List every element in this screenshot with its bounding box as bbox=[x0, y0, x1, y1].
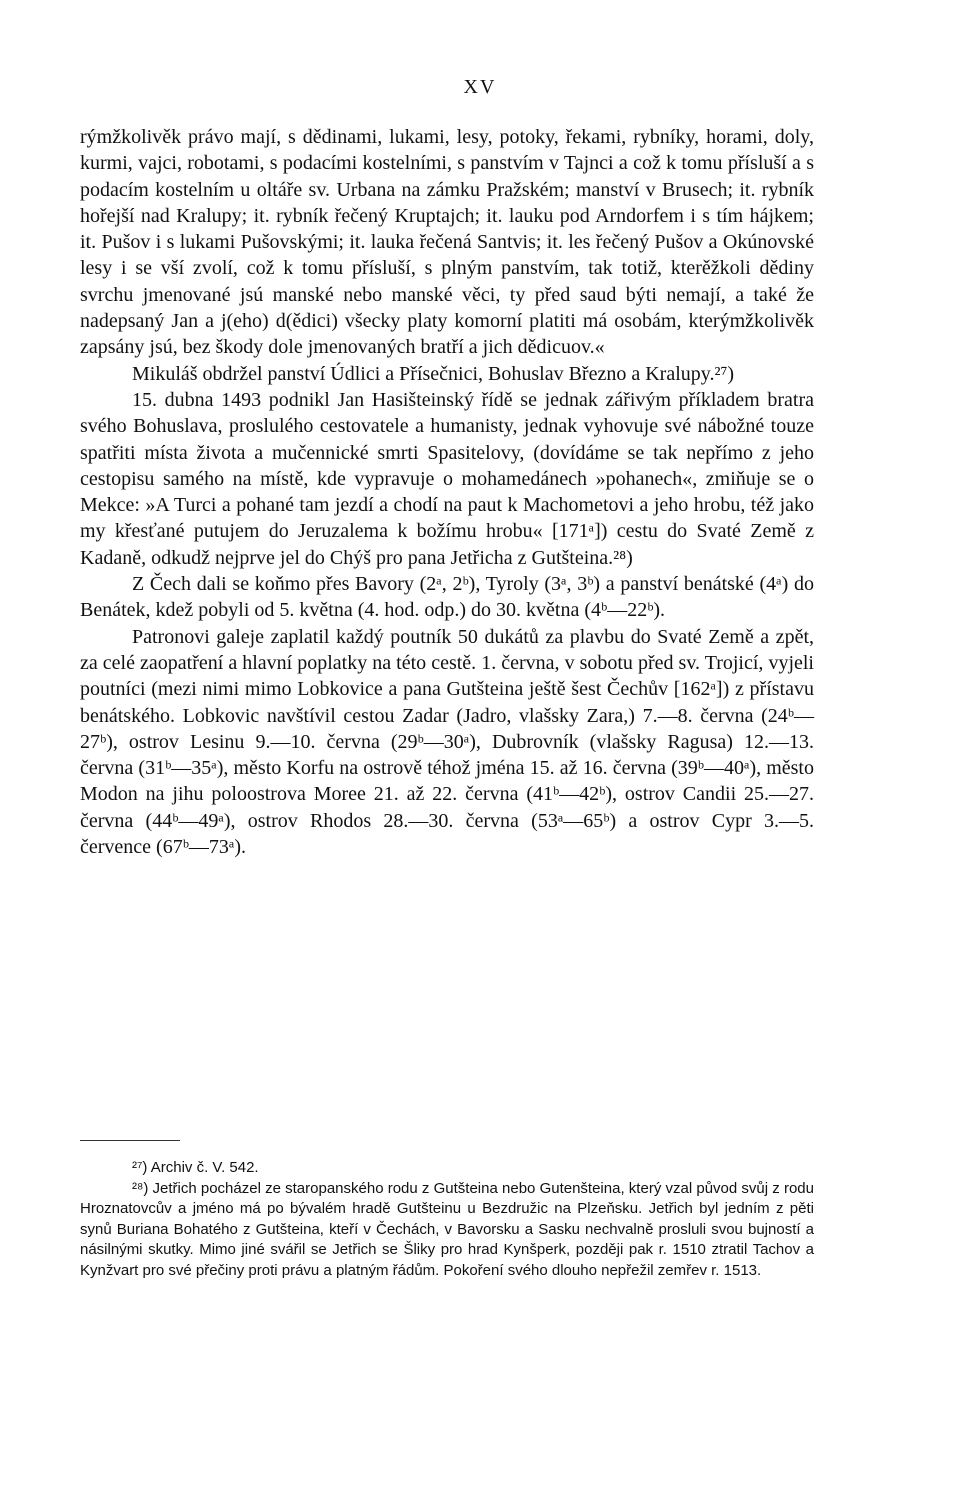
body-paragraph: Z Čech dali se koňmo přes Bavory (2ᵃ, 2ᵇ), Tyroly (3ᵃ, 3ᵇ) a panství benátské (4ᵃ) do Benátek, kdež pobyli od 5. května (4. hod. odp.) do 30. května (4ᵇ—22ᵇ). bbox=[80, 573, 814, 622]
footnote: ²⁷) Archiv č. V. 542. bbox=[132, 1159, 259, 1176]
page-number: XV bbox=[463, 76, 497, 98]
body-paragraph: 15. dubna 1493 podnikl Jan Hasišteinský řídě se jednak zářivým příkladem bratra svého Bohuslava, proslulého cestovatele a humanisty, jednak vyhovuje své nábožné touze spatřiti místa života a mučennické smrti Spasitelovy, (dovídáme se tak nepřímo z jeho cestopisu samého na místě, kde vypravuje o mohamedánech »pohanech«, zmiňuje se o Mekce: »A Turci a pohané tam jezdí a chodí na paut k Machometovi a jeho hrobu, též jako my křesťané putujem do Jeruzalema k božímu hrobu« [171ᵃ]) cestu do Svaté Země z Kadaně, odkudž nejprve jel do Chýš pro pana Jetřicha z Gutšteina.²⁸) bbox=[80, 388, 814, 569]
footnote: ²⁸) Jetřich pocházel ze staropanského rodu z Gutšteina nebo Gutenšteina, který vzal původ svůj z rodu Hroznatovcův a jméno má po bývalém hradě Gutšteinu u Bezdružic na Plzeňsku. Jetřich byl jedním z pěti synů Buriana Bohatého z Gutšteina, kteří v Čechách, v Bavorsku a Sasku nechvalně prosluli svou bujností a násilnými skutky. Mimo jiné svářil se Jetřich se Šliky pro hrad Kynšperk, později pak r. 1510 ztratil Tachov a Kynžvart pro své přečiny proti právu a platným řádům. Pokoření svého dlouho nepřežil zemřev r. 1513. bbox=[80, 1179, 814, 1279]
body-paragraph: Patronovi galeje zaplatil každý poutník 50 dukátů za plavbu do Svaté Země a zpět, za celé zaopatření a hlavní poplatky na této cestě. 1. června, v sobotu před sv. Trojicí, vyjeli poutníci (mezi nimi mimo Lobkovice a pana Gutšteina ještě šest Čechův [162ᵃ]) z přístavu benátského. Lobkovic navštívil cestou Zadar (Jadro, vlašsky Zara,) 7.—8. června (24ᵇ—27ᵇ), ostrov Lesinu 9.—10. června (29ᵇ—30ᵃ), Dubrovník (vlašsky Ragusa) 12.—13. června (31ᵇ—35ᵃ), město Korfu na ostrově téhož jména 15. až 16. června (39ᵇ—40ᵃ), město Modon na jihu poloostrova Moree 21. až 22. června (41ᵇ—42ᵇ), ostrov Candii 25.—27. června (44ᵇ—49ᵃ), ostrov Rhodos 28.—30. června (53ᵃ—65ᵇ) a ostrov Cypr 3.—5. července (67ᵇ—73ᵃ). bbox=[80, 625, 814, 859]
body-paragraph: rýmžkolivěk právo mají, s dědinami, lukami, lesy, potoky, řekami, rybníky, horami, doly, kurmi, vajci, robotami, s podacími kostelními, s panstvím v Tajnci a což k tomu přísluší a s podacím kostelním u oltáře sv. Urbana na zámku Pražském; manství v Brusech; it. rybník hořejší nad Kralupy; it. rybník řečený Kruptajch; it. lauku pod Arndorfem i s tím hájkem; it. Pušov i s lukami Pušovskými; it. lauka řečená Santvis; it. les řečený Pušov a Okúnovské lesy i se vší zvolí, což k tomu přísluší, s plným panstvím, tak totiž, kterěžkoli dědiny svrchu jmenované jsú manské nebo manské věci, ty před saud býti nemají, a také že nadepsaný Jan a j(eho) d(ědici) všecky platy komorní platiti má osobám, kterýmžkolivěk zapsány jsú, bez škody dole jmenovaných bratří a jich dědicuov.« bbox=[80, 126, 814, 359]
main-text bbox=[80, 124, 814, 860]
body-paragraph: Mikuláš obdržel panství Údlici a Přísečnici, Bohuslav Březno a Kralupy.²⁷) bbox=[132, 362, 735, 385]
footnotes bbox=[80, 1158, 814, 1281]
footnote-divider bbox=[80, 1140, 180, 1141]
